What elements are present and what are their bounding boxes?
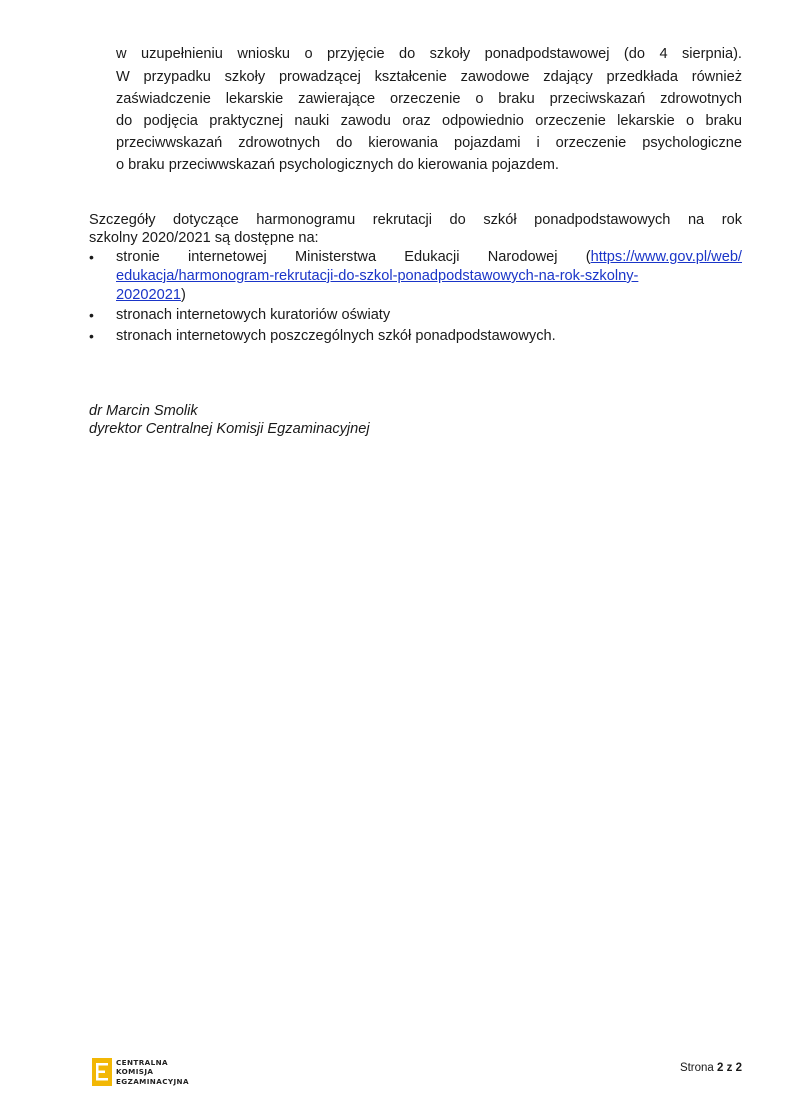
logo-line: KOMISJA [116, 1067, 154, 1077]
page-sep: z [726, 1062, 733, 1074]
page-number [672, 1062, 742, 1074]
page-label: Strona [679, 1062, 714, 1074]
bullet-marker: • [89, 328, 94, 344]
paragraph1-line: o braku przeciwwskazań psychologicznych do kierowania pojazdem. [116, 157, 559, 173]
paragraph1-line: W przypadku szkoły prowadzącej kształcenie zawodowe zdający przedkłada również [116, 69, 742, 85]
paragraph1-line: zaświadczenie lekarskie zawierające orzeczenie o braku przeciwskazań zdrowotnych [116, 91, 742, 107]
paragraph2-line: Szczegóły dotyczące harmonogramu rekrutacji do szkół ponadpodstawowych na rok [89, 212, 742, 228]
bullet-marker: • [89, 249, 94, 265]
signature-name: dr Marcin Smolik [89, 403, 198, 419]
bullet-item-ministry-text: stronie internetowej Ministerstwa Edukacji Narodowej ( [116, 249, 591, 265]
cke-logo-icon [92, 1058, 112, 1086]
bullet-item-ministry-cont [116, 266, 742, 286]
signature-title: dyrektor Centralnej Komisji Egzaminacyjnej [89, 421, 370, 437]
page-total: 2 [735, 1062, 742, 1074]
logo-text [116, 1058, 189, 1086]
bullet-item-schools: stronach internetowych poszczególnych szkół ponadpodstawowych. [116, 328, 556, 344]
bullet-item-ministry-cont2 [116, 285, 742, 305]
bullet-item-kuratoria: stronach internetowych kuratoriów oświaty [116, 307, 391, 323]
page-current: 2 [717, 1062, 724, 1074]
logo-line: EGZAMINACYJNA [116, 1076, 189, 1086]
ministry-link-cont2[interactable]: 20202021 [116, 287, 181, 303]
bullet-item-ministry-close: ) [180, 287, 186, 303]
paragraph2-line: szkolny 2020/2021 są dostępne na: [89, 230, 319, 246]
logo-line: CENTRALNA [116, 1058, 168, 1067]
ministry-link[interactable]: https://www.gov.pl/web/ [590, 249, 742, 265]
ministry-link-cont[interactable]: edukacja/harmonogram-rekrutacji-do-szkol-ponadpodstawowych-na-rok-szkolny- [116, 268, 639, 284]
bullet-item-ministry [116, 247, 742, 267]
paragraph1-line: do podjęcia praktycznej nauki zawodu oraz odpowiednio orzeczenie lekarskie o braku [116, 113, 742, 129]
paragraph1-line: w uzupełnieniu wniosku o przyjęcie do szkoły ponadpodstawowej (do 4 sierpnia). [116, 46, 742, 62]
paragraph1-line: przeciwwskazań zdrowotnych do kierowania pojazdami i orzeczenie psychologiczne [116, 135, 742, 151]
bullet-marker: • [89, 307, 94, 323]
